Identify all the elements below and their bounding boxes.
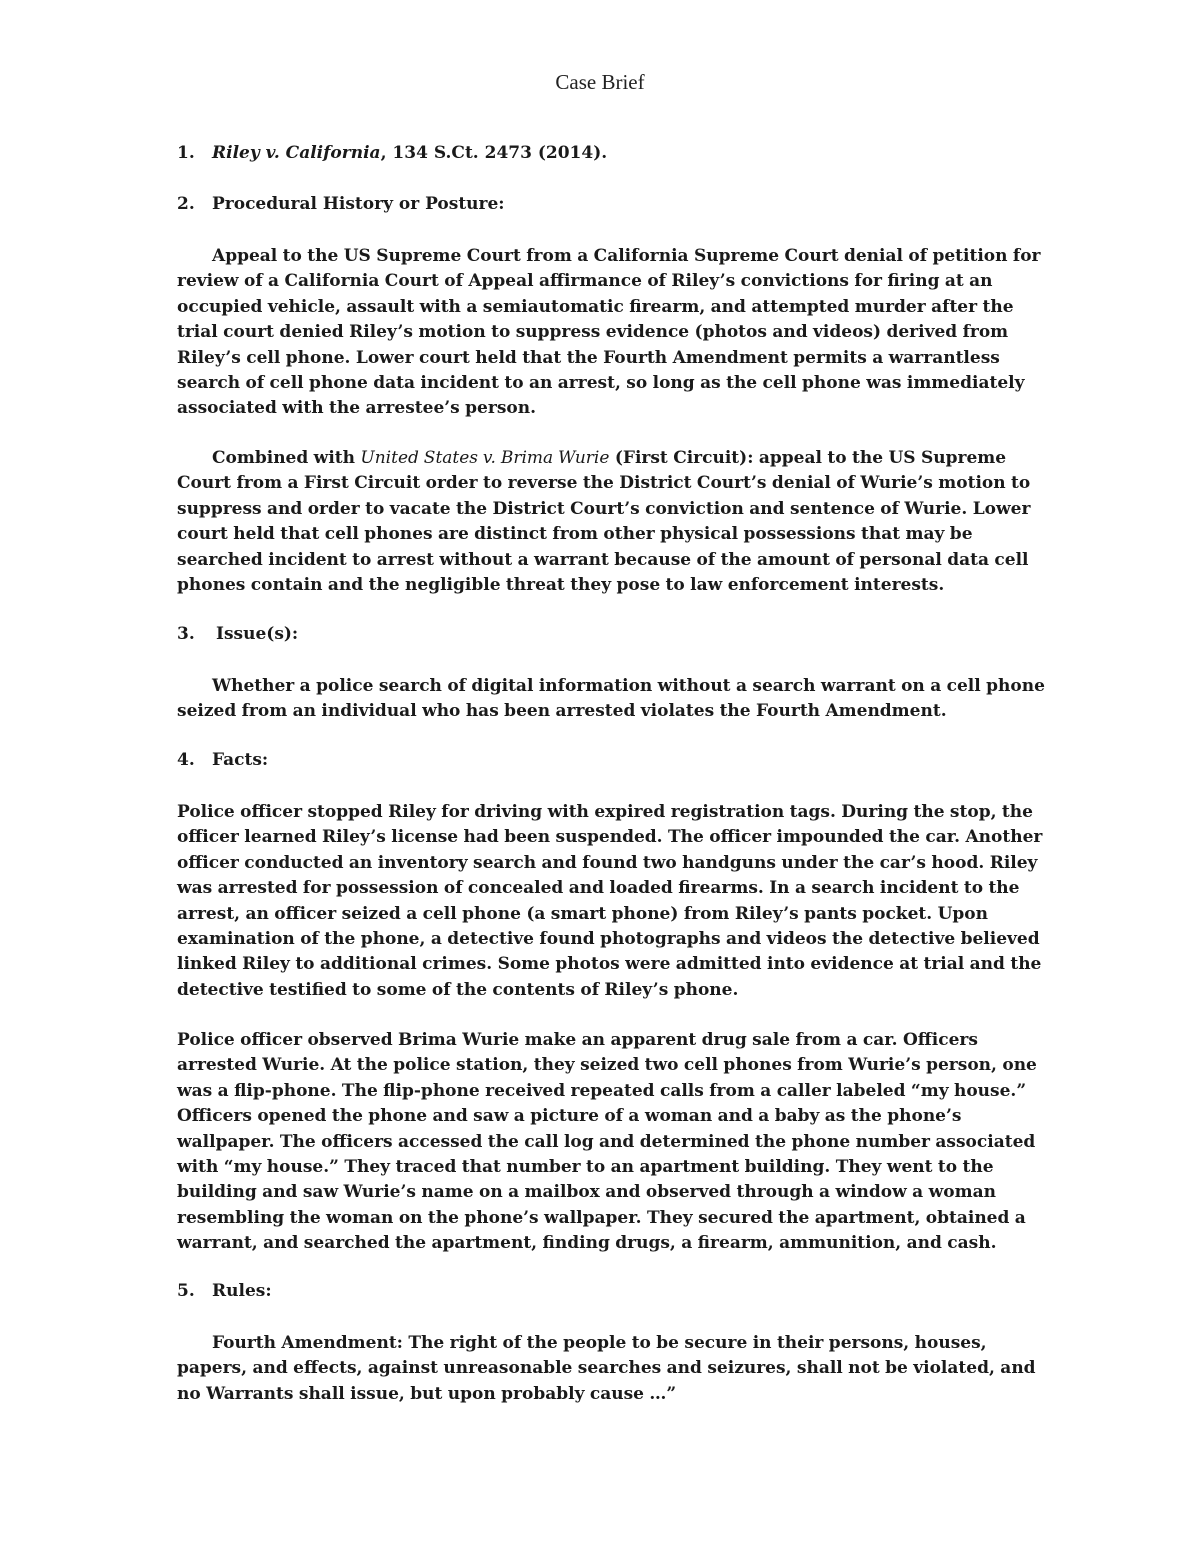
text-line: searched incident to arrest without a warrant because of the amount of personal data cell [177, 549, 1029, 570]
text-line: linked Riley to additional crimes. Some photos were admitted into evidence at trial and the [177, 954, 1042, 975]
text-line: papers, and effects, against unreasonable searches and seizures, shall not be violated, and [177, 1358, 1036, 1379]
text-line [177, 446, 1027, 471]
text-line: examination of the phone, a detective found photographs and videos the detective believed [177, 929, 1040, 950]
text-line: Officers opened the phone and saw a picture of a woman and a baby as the phone’s [177, 1106, 962, 1127]
text-line: resembling the woman on the phone’s wallpaper. They secured the apartment, obtained a [177, 1207, 1026, 1228]
text-line: search of cell phone data incident to an arrest, so long as the cell phone was immediately [177, 373, 1025, 394]
section-4-heading [177, 750, 268, 770]
section-title: Rules: [212, 1281, 272, 1301]
text-line: phones contain and the negligible threat they pose to law enforcement interests. [177, 575, 945, 596]
text-fragment: (First Circuit): appeal to the US Supreme [609, 448, 1007, 468]
text-line: court held that cell phones are distinct from other physical possessions that may be [177, 524, 973, 545]
facts-paragraph-2 [177, 1028, 1037, 1257]
text-line: was a flip-phone. The flip-phone received repeated calls from a caller labeled “my house.” [177, 1080, 1027, 1101]
text-line: seized from an individual who has been arrested violates the Fourth Amendment. [177, 701, 947, 722]
rules-paragraph [177, 1331, 1036, 1407]
section-number: 3. [177, 624, 195, 644]
text-line: review of a California Court of Appeal affirmance of Riley’s convictions for firing at an [177, 271, 993, 292]
text-line: Riley’s cell phone. Lower court held that the Fourth Amendment permits a warrantless [177, 347, 1000, 368]
text-line: Whether a police search of digital information without a search warrant on a cell phone [212, 676, 1045, 696]
section-number: 5. [177, 1281, 195, 1301]
case-name: Riley v. California [212, 143, 381, 163]
text-line: with “my house.” They traced that number to an apartment building. They went to the [177, 1157, 994, 1178]
text-line: officer learned Riley’s license had been suspended. The officer impounded the car. Another [177, 827, 1043, 848]
section-1-heading [177, 143, 607, 163]
text-line: Police officer observed Brima Wurie make an apparent drug sale from a car. Officers [177, 1030, 978, 1050]
procedural-history-paragraph-1 [177, 244, 1041, 422]
section-number: 1. [177, 143, 195, 163]
procedural-history-paragraph-2 [177, 446, 1031, 598]
facts-paragraph-1 [177, 800, 1043, 1003]
text-line: Court from a First Circuit order to reverse the District Court’s denial of Wurie’s motion to [177, 473, 1031, 494]
text-line: was arrested for possession of concealed and loaded firearms. In a search incident to the [177, 878, 1020, 899]
companion-case-name: United States v. Brima Wurie [360, 448, 610, 468]
text-line: Appeal to the US Supreme Court from a California Supreme Court denial of petition for [212, 246, 1041, 266]
section-title: Facts: [212, 750, 269, 770]
text-line: detective testified to some of the contents of Riley’s phone. [177, 979, 739, 1000]
section-5-heading [177, 1281, 272, 1301]
issue-paragraph [177, 674, 1045, 725]
section-3-heading [177, 624, 298, 644]
text-line: arrest, an officer seized a cell phone (a smart phone) from Riley’s pants pocket. Upon [177, 903, 988, 924]
text-line: building and saw Wurie’s name on a mailbox and observed through a window a woman [177, 1182, 996, 1203]
text-line: wallpaper. The officers accessed the call log and determined the phone number associated [177, 1131, 1036, 1152]
section-number: 2. [177, 194, 195, 214]
text-line: no Warrants shall issue, but upon probably cause …” [177, 1383, 677, 1404]
text-line: associated with the arrestee’s person. [177, 398, 537, 419]
text-line: occupied vehicle, assault with a semiautomatic firearm, and attempted murder after the [177, 296, 1014, 317]
text-line: officer conducted an inventory search and found two handguns under the car’s hood. Riley [177, 852, 1038, 873]
text-line: suppress and order to vacate the District Court’s conviction and sentence of Wurie. Lower [177, 498, 1031, 519]
text-line: warrant, and searched the apartment, finding drugs, a firearm, ammunition, and cash. [177, 1233, 997, 1254]
case-citation: , 134 S.Ct. 2473 (2014). [380, 143, 608, 163]
text-line: arrested Wurie. At the police station, they seized two cell phones from Wurie’s person, one [177, 1055, 1037, 1076]
text-line: Fourth Amendment: The right of the people to be secure in their persons, houses, [212, 1333, 987, 1353]
section-title: Issue(s): [216, 624, 299, 644]
text-fragment: Combined with [212, 448, 361, 468]
section-2-heading [177, 194, 505, 214]
text-line: trial court denied Riley’s motion to suppress evidence (photos and videos) derived from [177, 322, 1009, 343]
section-number: 4. [177, 750, 195, 770]
text-line: Police officer stopped Riley for driving with expired registration tags. During the stop, the [177, 802, 1033, 822]
document-title: Case Brief [555, 70, 645, 94]
section-title: Procedural History or Posture: [212, 194, 505, 214]
